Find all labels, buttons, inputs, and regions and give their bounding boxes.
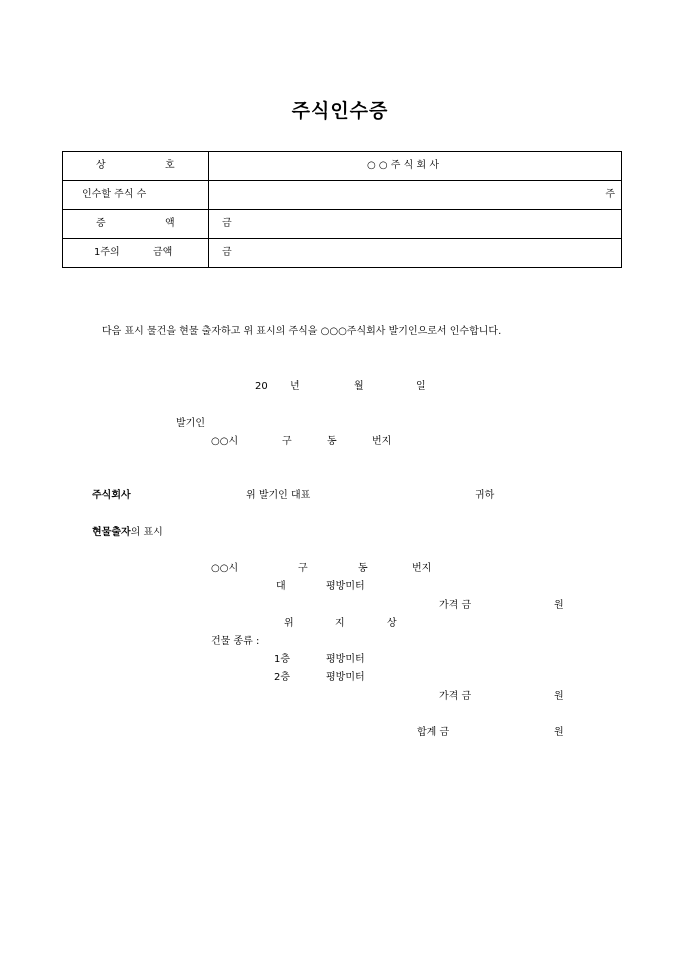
price-unit-1: 원: [554, 600, 564, 611]
total-unit: 원: [554, 727, 564, 738]
display-heading: [92, 527, 163, 539]
label-cell: [63, 152, 209, 181]
promoter-gu: 구: [282, 436, 292, 447]
price-label-2: 가격 금: [439, 691, 472, 702]
label-cell: [63, 181, 209, 210]
promoter-label: 발기인: [176, 418, 205, 429]
land-type: 대: [276, 581, 286, 592]
location-b: 지: [335, 618, 345, 629]
subscription-statement: 다음 표시 물건을 현물 출자하고 위 표시의 주식을 ○○○주식회사 발기인으로서 인수합니다.: [102, 326, 502, 337]
label-trade-name-b: 호: [165, 160, 175, 171]
table-row: [63, 210, 622, 239]
label-shares-to-subscribe: 인수할 주식 수: [82, 189, 147, 200]
addressee-representative: 위 발기인 대표: [246, 490, 311, 501]
addressee-company: 주식회사: [92, 490, 131, 501]
total-label: 합계 금: [417, 727, 450, 738]
location-c: 상: [387, 618, 397, 629]
value-cell: [209, 210, 622, 239]
location-a: 위: [284, 618, 294, 629]
label-trade-name-a: 상: [96, 160, 106, 171]
promoter-city: ○○시: [211, 436, 239, 447]
share-info-table: [62, 151, 622, 268]
date-year: 20: [255, 381, 268, 392]
label-per-share-a: 1주의: [94, 247, 120, 258]
amount-value: 금: [222, 218, 232, 229]
floor-1-unit: 평방미터: [326, 654, 365, 665]
addressee-honorific: 귀하: [475, 490, 495, 501]
promoter-dong: 동: [327, 436, 337, 447]
date-year-unit: 년: [290, 381, 300, 392]
display-heading-plain: 의: [130, 527, 144, 538]
label-amount-b: 액: [165, 218, 175, 229]
floor-1: 1층: [274, 654, 291, 665]
floor-2: 2층: [274, 672, 291, 683]
shares-unit: 주: [605, 189, 615, 200]
table-row: [63, 181, 622, 210]
label-per-share-b: 금액: [153, 247, 173, 258]
property-dong: 동: [358, 563, 368, 574]
building-type-label: 건물 종류 :: [211, 636, 260, 647]
price-unit-2: 원: [554, 691, 564, 702]
label-cell: [63, 210, 209, 239]
display-heading-b: 표시: [143, 527, 163, 538]
company-name-value: ○ ○ 주 식 회 사: [367, 160, 439, 171]
label-amount-a: 증: [96, 218, 106, 229]
document-title: 주식인수증: [291, 100, 389, 122]
property-gu: 구: [298, 563, 308, 574]
table-row: [63, 152, 622, 181]
promoter-beonji: 번지: [372, 436, 392, 447]
land-unit: 평방미터: [326, 581, 365, 592]
table-row: [63, 239, 622, 268]
property-city: ○○시: [211, 563, 239, 574]
per-share-value: 금: [222, 247, 232, 258]
date-month-unit: 월: [354, 381, 364, 392]
label-cell: [63, 239, 209, 268]
date-day-unit: 일: [416, 381, 426, 392]
display-heading-bold-a: 현물출자: [92, 527, 131, 538]
property-beonji: 번지: [412, 563, 432, 574]
value-cell: [209, 181, 622, 210]
value-cell: [209, 152, 622, 181]
price-label-1: 가격 금: [439, 600, 472, 611]
value-cell: [209, 239, 622, 268]
floor-2-unit: 평방미터: [326, 672, 365, 683]
